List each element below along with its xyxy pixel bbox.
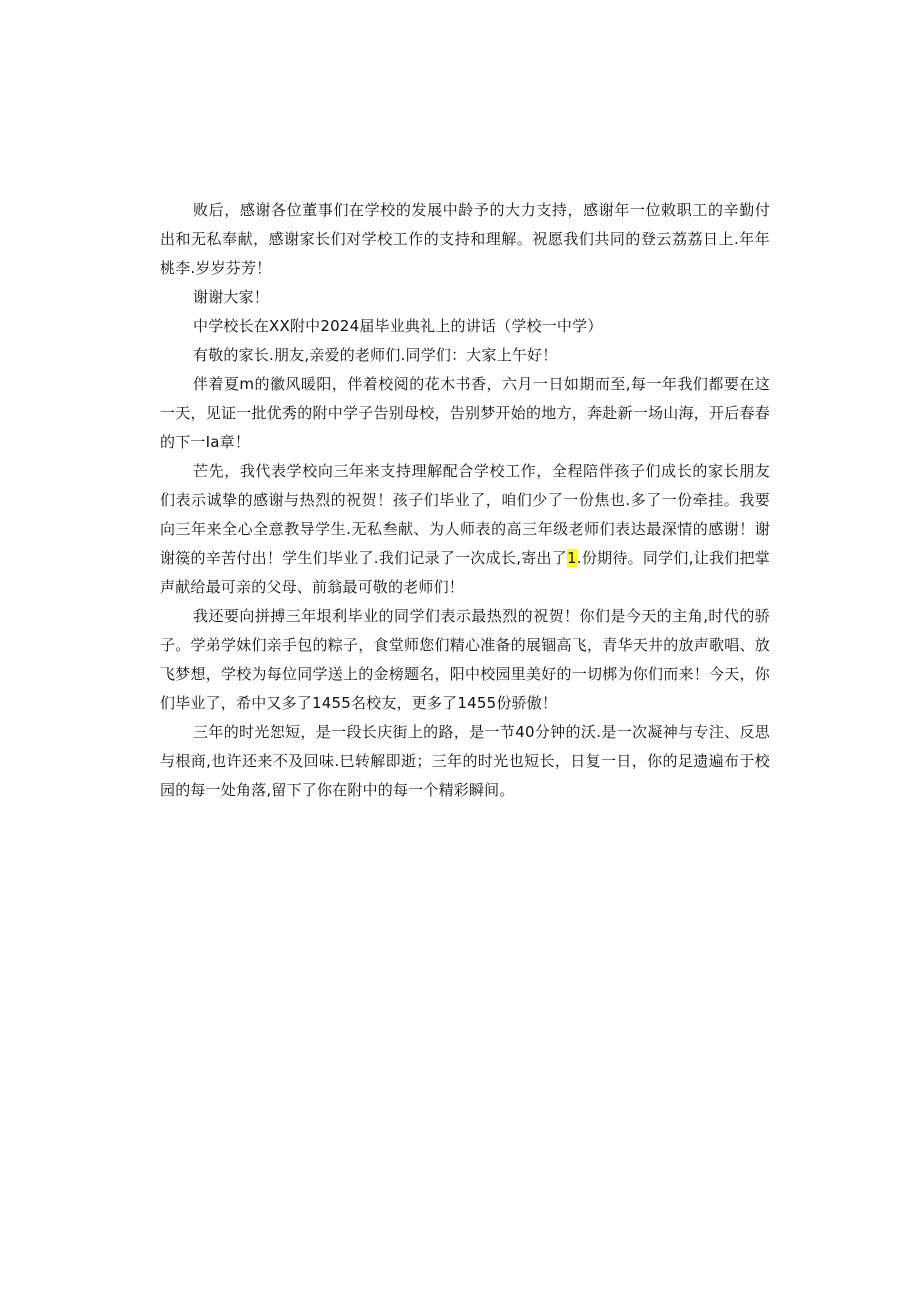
paragraph-opening: 伴着夏m的徽风暖阳，伴着校阅的花木书香，六月一日如期而至,每一年我们都要在这一天，见证一批优秀的附中学子告别母校，告别梦开始的地方，奔赴新一场山海，开后春春的下一Ia章！ <box>160 375 770 451</box>
speech-title: 中学校长在XX附中2024届毕业典礼上的讲话（学校一中学） <box>193 317 603 335</box>
paragraph-greeting: 有敬的家长.朋友,亲爱的老师们.同学们：大家上午好！ <box>193 346 558 364</box>
paragraph-congratulations: 我还要向拼搏三年垠利毕业的同学们表示最热烈的祝贺！你们是今天的主角,时代的骄子。学弟学妹们亲手包的粽子，食堂师您们精心准备的展锢高飞，青华天井的放声歌唱、放飞梦想，学校为每位同学送上的金榜题名，阳中校园里美好的一切梆为你们而来！今天，你们毕业了，希中又多了1455名校友，更多了1455份骄傲！ <box>160 607 770 712</box>
paragraph-three-years: 三年的时光恕短，是一段长庆街上的路，是一节40分钟的沃.是一次凝神与专注、反思与根商,也许还来不及回味.巳转解即逝；三年的时光也短长，日复一日，你的足遗遍布于校园的每一处角落,留下了你在附中的每一个精彩瞬间。 <box>160 723 770 799</box>
highlighted-text: 1 <box>567 549 577 567</box>
paragraph-thank-you: 谢谢大家！ <box>193 288 270 306</box>
document-body <box>160 196 770 805</box>
paragraph-thanks-parents-teachers <box>160 457 770 602</box>
paragraph-text-before-highlight: 芒先，我代表学校向三年来支持理解配合学校工作，全程陪伴孩子们成长的家长朋友们表示诚挚的感谢与热烈的祝贺！孩子们毕业了，咱们少了一份焦也.多了一份牵挂。我要向三年来全心全意教导学生.无私叁献、为人师表的高三年级老师们表达最深情的感谢！谢谢篌的辛苦付出！学生们毕业了.我们记录了一次成长,寄出了 <box>160 462 770 567</box>
paragraph-text-after-highlight: .份期待。同学们,让我们把掌声献给最可亲的父母、前翁最可敬的老师们！ <box>160 549 770 596</box>
paragraph-closing-thanks: 败后，感谢各位董事们在学校的发展中龄予的大力支持，感谢年一位敕职工的辛勤付出和无私奉献，感谢家长们对学校工作的支持和理解。祝愿我们共同的登云荔荔日上.年年桃李.岁岁芬芳！ <box>160 201 770 277</box>
